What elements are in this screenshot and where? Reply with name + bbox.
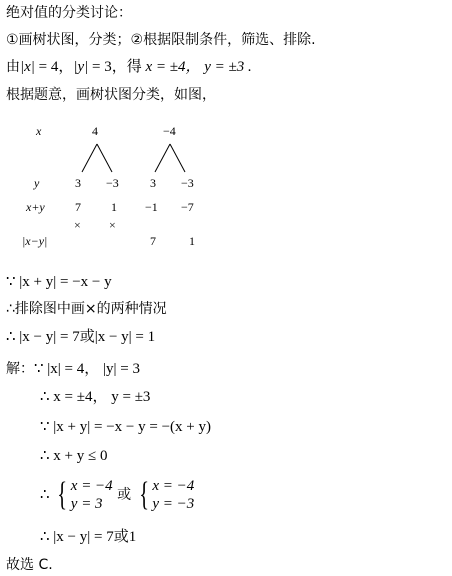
solution-label: 解： xyxy=(6,361,34,377)
given-y: y = ±3 . xyxy=(200,59,252,75)
given-absx: |x| xyxy=(20,59,35,75)
sum-value: 1 xyxy=(111,200,117,214)
given-eq4: = 4， xyxy=(34,59,74,75)
diff-value: 1 xyxy=(189,234,195,248)
system-2-eq-y: y = −3 xyxy=(152,496,195,512)
x-value: −4 xyxy=(163,124,176,138)
branch-line xyxy=(170,144,185,172)
sum-value: −7 xyxy=(181,200,194,214)
therefore-line: ∴ |x − y| = 7或|x − y| = 1 xyxy=(6,329,156,345)
given-absy: |y| xyxy=(73,59,89,75)
diff-value: 7 xyxy=(150,234,156,248)
solution-step1: ∵ |x| = 4， |y| = 3 xyxy=(34,361,140,377)
solution-step5 xyxy=(40,476,194,520)
left-brace: { xyxy=(138,476,149,513)
x-value: 4 xyxy=(92,124,98,138)
or-word: 或 xyxy=(117,487,132,503)
tree-lines xyxy=(0,118,452,258)
because-line: ∵ |x + y| = −x − y xyxy=(6,274,112,290)
intro-title: 绝对值的分类讨论： xyxy=(6,5,132,21)
tree-intro: 根据题意，画树状图分类，如图， xyxy=(6,87,216,103)
tree-diagram xyxy=(0,118,452,258)
solution-step1-line xyxy=(6,360,140,378)
given-x: x = ±4， xyxy=(145,59,201,75)
system-1-eq-y: y = 3 xyxy=(70,496,103,512)
answer: 故选 C. xyxy=(6,557,53,573)
given-eq3: = 3，得 xyxy=(88,59,146,75)
y-value: −3 xyxy=(106,176,119,190)
cross-mark: × xyxy=(109,218,116,232)
row-label-diff: |x−y| xyxy=(22,234,48,248)
solution-step4: ∴ x + y ≤ 0 xyxy=(40,448,108,464)
solution-step2: ∴ x = ±4， y = ±3 xyxy=(40,389,151,405)
answer-line xyxy=(6,556,53,574)
method-text: ①画树状图，分类；②根据限制条件，筛选、排除. xyxy=(6,32,316,48)
solution-step6: ∴ |x − y| = 7或1 xyxy=(40,529,137,545)
given-prefix: 由 xyxy=(6,59,20,75)
branch-line xyxy=(82,144,97,172)
row-label-y: y xyxy=(34,176,40,190)
system-1-eq-x: x = −4 xyxy=(70,478,113,494)
y-value: 3 xyxy=(150,176,156,190)
sum-value: 7 xyxy=(75,200,81,214)
y-value: 3 xyxy=(75,176,81,190)
cross-mark: × xyxy=(74,218,81,232)
row-label-sum: x+y xyxy=(26,200,45,214)
left-brace: { xyxy=(57,476,68,513)
system-1 xyxy=(71,477,113,513)
row-label-x: x xyxy=(36,124,42,138)
system-2-eq-x: x = −4 xyxy=(152,478,195,494)
step5-prefix: ∴ xyxy=(40,487,50,503)
system-2 xyxy=(152,477,194,513)
branch-line xyxy=(155,144,170,172)
branch-line xyxy=(97,144,112,172)
given-line xyxy=(6,58,252,76)
sum-value: −1 xyxy=(145,200,158,214)
y-value: −3 xyxy=(181,176,194,190)
exclude-line: ∴排除图中画×的两种情况 xyxy=(6,301,167,317)
solution-step3: ∵ |x + y| = −x − y = −(x + y) xyxy=(40,419,212,435)
